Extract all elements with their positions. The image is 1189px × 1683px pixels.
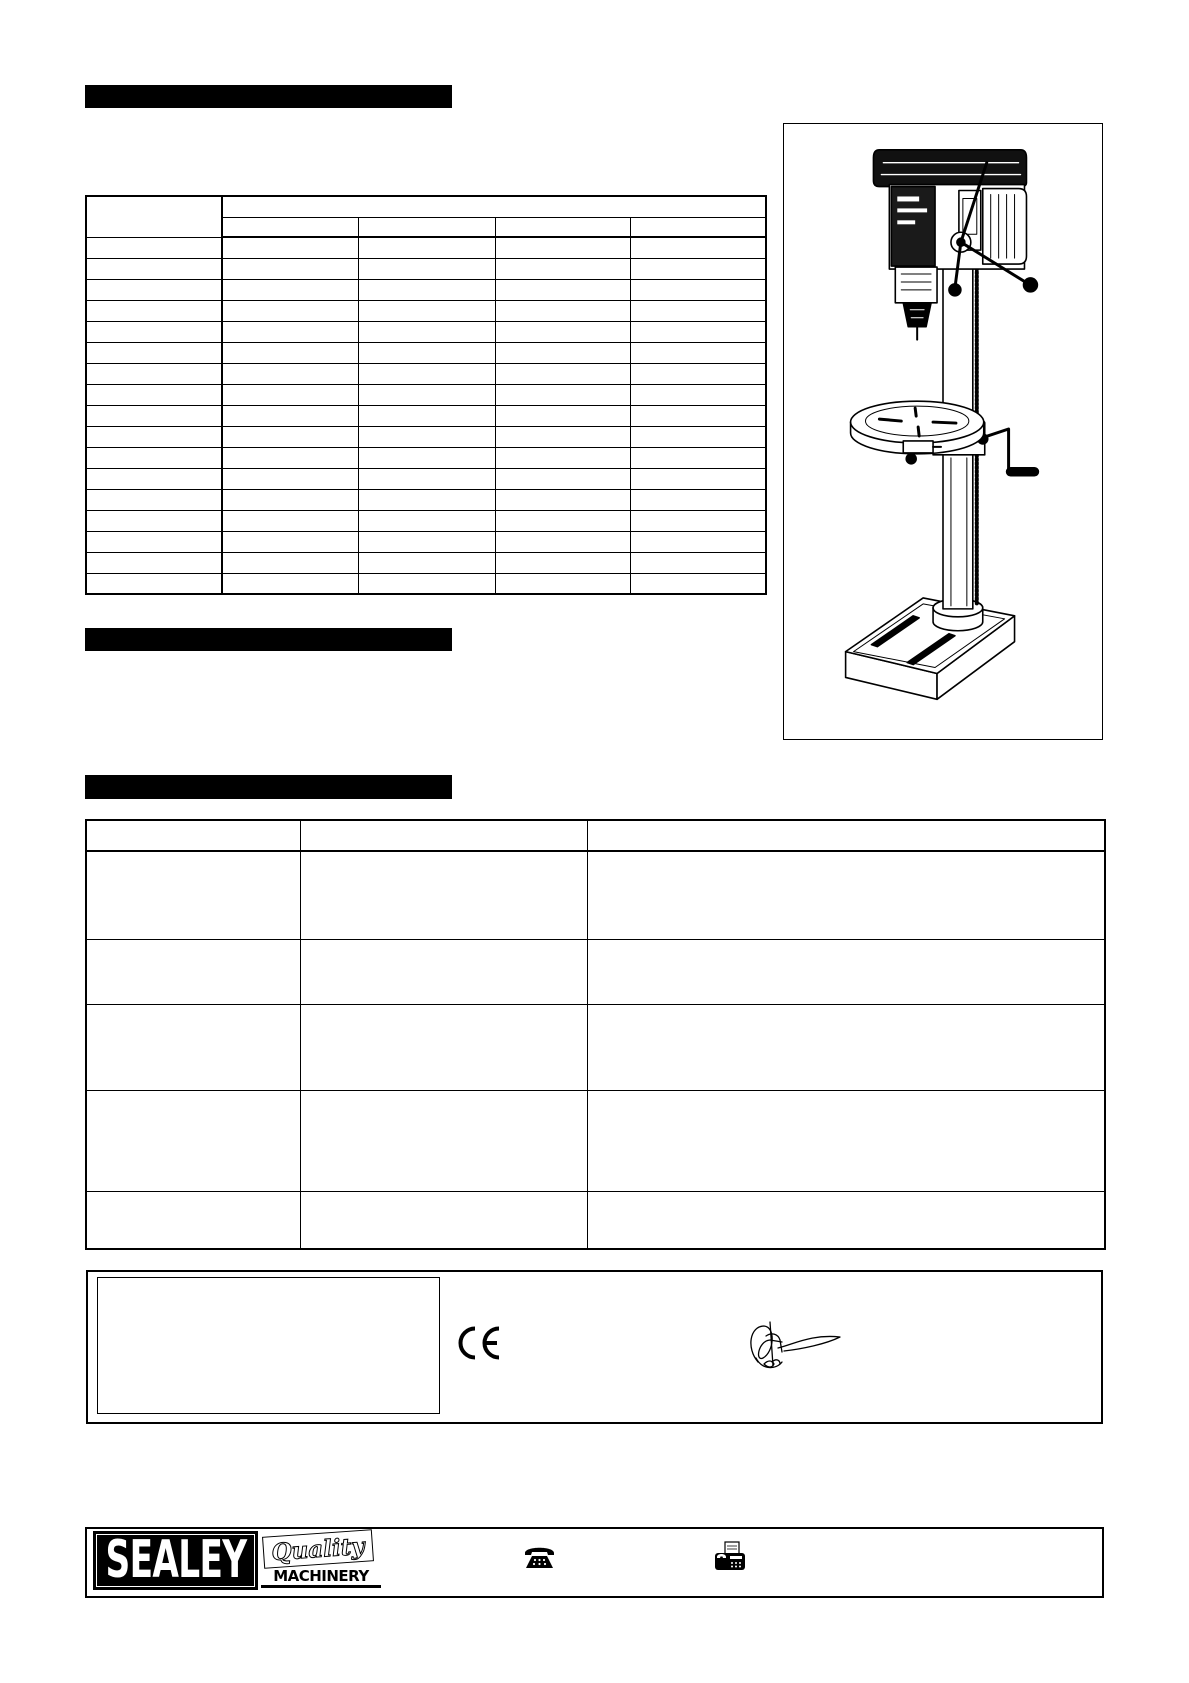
value-cell	[630, 468, 766, 489]
table-row	[86, 342, 766, 363]
value-cell	[358, 363, 495, 384]
table-row	[86, 279, 766, 300]
value-cell	[495, 300, 630, 321]
value-cell	[358, 237, 495, 258]
row-label-cell	[86, 279, 222, 300]
table-row	[86, 363, 766, 384]
row-label-cell	[86, 258, 222, 279]
value-cell	[495, 237, 630, 258]
row-label-cell	[86, 468, 222, 489]
value-cell	[358, 468, 495, 489]
value-cell	[630, 405, 766, 426]
value-cell	[222, 489, 358, 510]
table-row	[86, 258, 766, 279]
table-row	[86, 510, 766, 531]
value-cell	[222, 405, 358, 426]
remedy-cell	[587, 939, 1105, 1004]
declaration-inner-box	[97, 1277, 440, 1414]
row-label-cell	[86, 552, 222, 573]
row-label-cell	[86, 531, 222, 552]
table-row	[86, 447, 766, 468]
value-cell	[222, 426, 358, 447]
value-cell	[630, 321, 766, 342]
table-row	[86, 939, 1105, 1004]
value-cell	[358, 552, 495, 573]
value-cell	[222, 342, 358, 363]
value-cell	[222, 531, 358, 552]
table-row	[86, 552, 766, 573]
table-subheader-cell	[495, 217, 630, 237]
cause-cell	[300, 939, 587, 1004]
quality-script: Quality	[262, 1529, 374, 1569]
value-cell	[495, 468, 630, 489]
product-illustration-frame	[783, 123, 1103, 740]
value-cell	[358, 384, 495, 405]
sealey-logo	[93, 1531, 258, 1590]
table-row	[86, 851, 1105, 939]
table-header-row	[86, 196, 766, 217]
section-header-bar-middle	[85, 628, 452, 651]
value-cell	[495, 342, 630, 363]
telephone-icon	[523, 1545, 556, 1569]
value-cell	[358, 447, 495, 468]
value-cell	[222, 321, 358, 342]
value-cell	[358, 321, 495, 342]
table-row	[86, 237, 766, 258]
value-cell	[495, 573, 630, 594]
remedy-cell	[587, 1090, 1105, 1191]
value-cell	[358, 531, 495, 552]
value-cell	[222, 573, 358, 594]
table-row	[86, 321, 766, 342]
value-cell	[222, 510, 358, 531]
value-cell	[358, 573, 495, 594]
row-label-cell	[86, 300, 222, 321]
value-cell	[630, 447, 766, 468]
cause-cell	[300, 851, 587, 939]
value-cell	[495, 279, 630, 300]
row-label-cell	[86, 384, 222, 405]
section-header-bar-specification	[85, 85, 452, 108]
problem-cell	[86, 939, 300, 1004]
value-cell	[222, 237, 358, 258]
table-row	[86, 531, 766, 552]
value-cell	[630, 363, 766, 384]
value-cell	[358, 489, 495, 510]
table-row	[86, 1004, 1105, 1090]
value-cell	[222, 363, 358, 384]
value-cell	[222, 552, 358, 573]
value-cell	[358, 426, 495, 447]
quality-machinery-logo	[261, 1531, 383, 1590]
problem-cell	[86, 851, 300, 939]
value-cell	[495, 363, 630, 384]
value-cell	[495, 447, 630, 468]
table-row	[86, 405, 766, 426]
table-subheader-cell	[358, 217, 495, 237]
table-row	[86, 573, 766, 594]
table-subheader-cell	[222, 217, 358, 237]
row-label-cell	[86, 321, 222, 342]
table-header-cell	[587, 820, 1105, 851]
handwritten-signature	[742, 1318, 846, 1372]
value-cell	[358, 405, 495, 426]
value-cell	[358, 279, 495, 300]
row-label-cell	[86, 447, 222, 468]
table-group-header-cell	[222, 196, 766, 217]
table-row	[86, 426, 766, 447]
row-label-cell	[86, 573, 222, 594]
value-cell	[630, 237, 766, 258]
specification-table-body	[86, 237, 766, 594]
value-cell	[630, 258, 766, 279]
value-cell	[630, 573, 766, 594]
table-header-cell	[86, 196, 222, 237]
remedy-cell	[587, 1004, 1105, 1090]
table-header-cell	[86, 820, 300, 851]
table-header-cell	[300, 820, 587, 851]
value-cell	[630, 384, 766, 405]
row-label-cell	[86, 237, 222, 258]
row-label-cell	[86, 363, 222, 384]
pillar-drill-illustration	[784, 124, 1102, 739]
remedy-cell	[587, 851, 1105, 939]
value-cell	[630, 489, 766, 510]
value-cell	[222, 279, 358, 300]
ce-mark-icon	[456, 1325, 502, 1361]
row-label-cell	[86, 489, 222, 510]
value-cell	[495, 510, 630, 531]
table-row	[86, 489, 766, 510]
value-cell	[630, 426, 766, 447]
value-cell	[222, 447, 358, 468]
table-row	[86, 384, 766, 405]
drill-base	[846, 598, 1015, 699]
value-cell	[630, 510, 766, 531]
value-cell	[358, 258, 495, 279]
value-cell	[630, 300, 766, 321]
value-cell	[495, 405, 630, 426]
section-header-bar-troubleshooting	[85, 775, 452, 799]
table-row	[86, 1191, 1105, 1249]
footer-bar	[85, 1527, 1104, 1598]
table-subheader-cell	[630, 217, 766, 237]
table-row	[86, 300, 766, 321]
value-cell	[495, 552, 630, 573]
value-cell	[630, 279, 766, 300]
declaration-box	[86, 1270, 1103, 1424]
table-row	[86, 1090, 1105, 1191]
cause-cell	[300, 1090, 587, 1191]
value-cell	[495, 321, 630, 342]
value-cell	[630, 552, 766, 573]
cause-cell	[300, 1004, 587, 1090]
value-cell	[495, 489, 630, 510]
row-label-cell	[86, 405, 222, 426]
problem-cell	[86, 1191, 300, 1249]
row-label-cell	[86, 426, 222, 447]
value-cell	[495, 258, 630, 279]
problem-cell	[86, 1004, 300, 1090]
troubleshooting-table	[85, 819, 1106, 1250]
cause-cell	[300, 1191, 587, 1249]
value-cell	[222, 468, 358, 489]
table-header-row	[86, 820, 1105, 851]
value-cell	[222, 258, 358, 279]
value-cell	[358, 510, 495, 531]
brand-wordmark: SEALEY	[105, 1531, 246, 1590]
row-label-cell	[86, 510, 222, 531]
problem-cell	[86, 1090, 300, 1191]
value-cell	[222, 300, 358, 321]
value-cell	[495, 426, 630, 447]
machinery-caption: MACHINERY	[261, 1567, 381, 1588]
value-cell	[358, 342, 495, 363]
specification-table	[85, 195, 767, 595]
table-row	[86, 468, 766, 489]
value-cell	[222, 384, 358, 405]
value-cell	[358, 300, 495, 321]
value-cell	[495, 384, 630, 405]
row-label-cell	[86, 342, 222, 363]
fax-icon	[712, 1541, 748, 1572]
value-cell	[630, 342, 766, 363]
value-cell	[495, 531, 630, 552]
remedy-cell	[587, 1191, 1105, 1249]
value-cell	[630, 531, 766, 552]
